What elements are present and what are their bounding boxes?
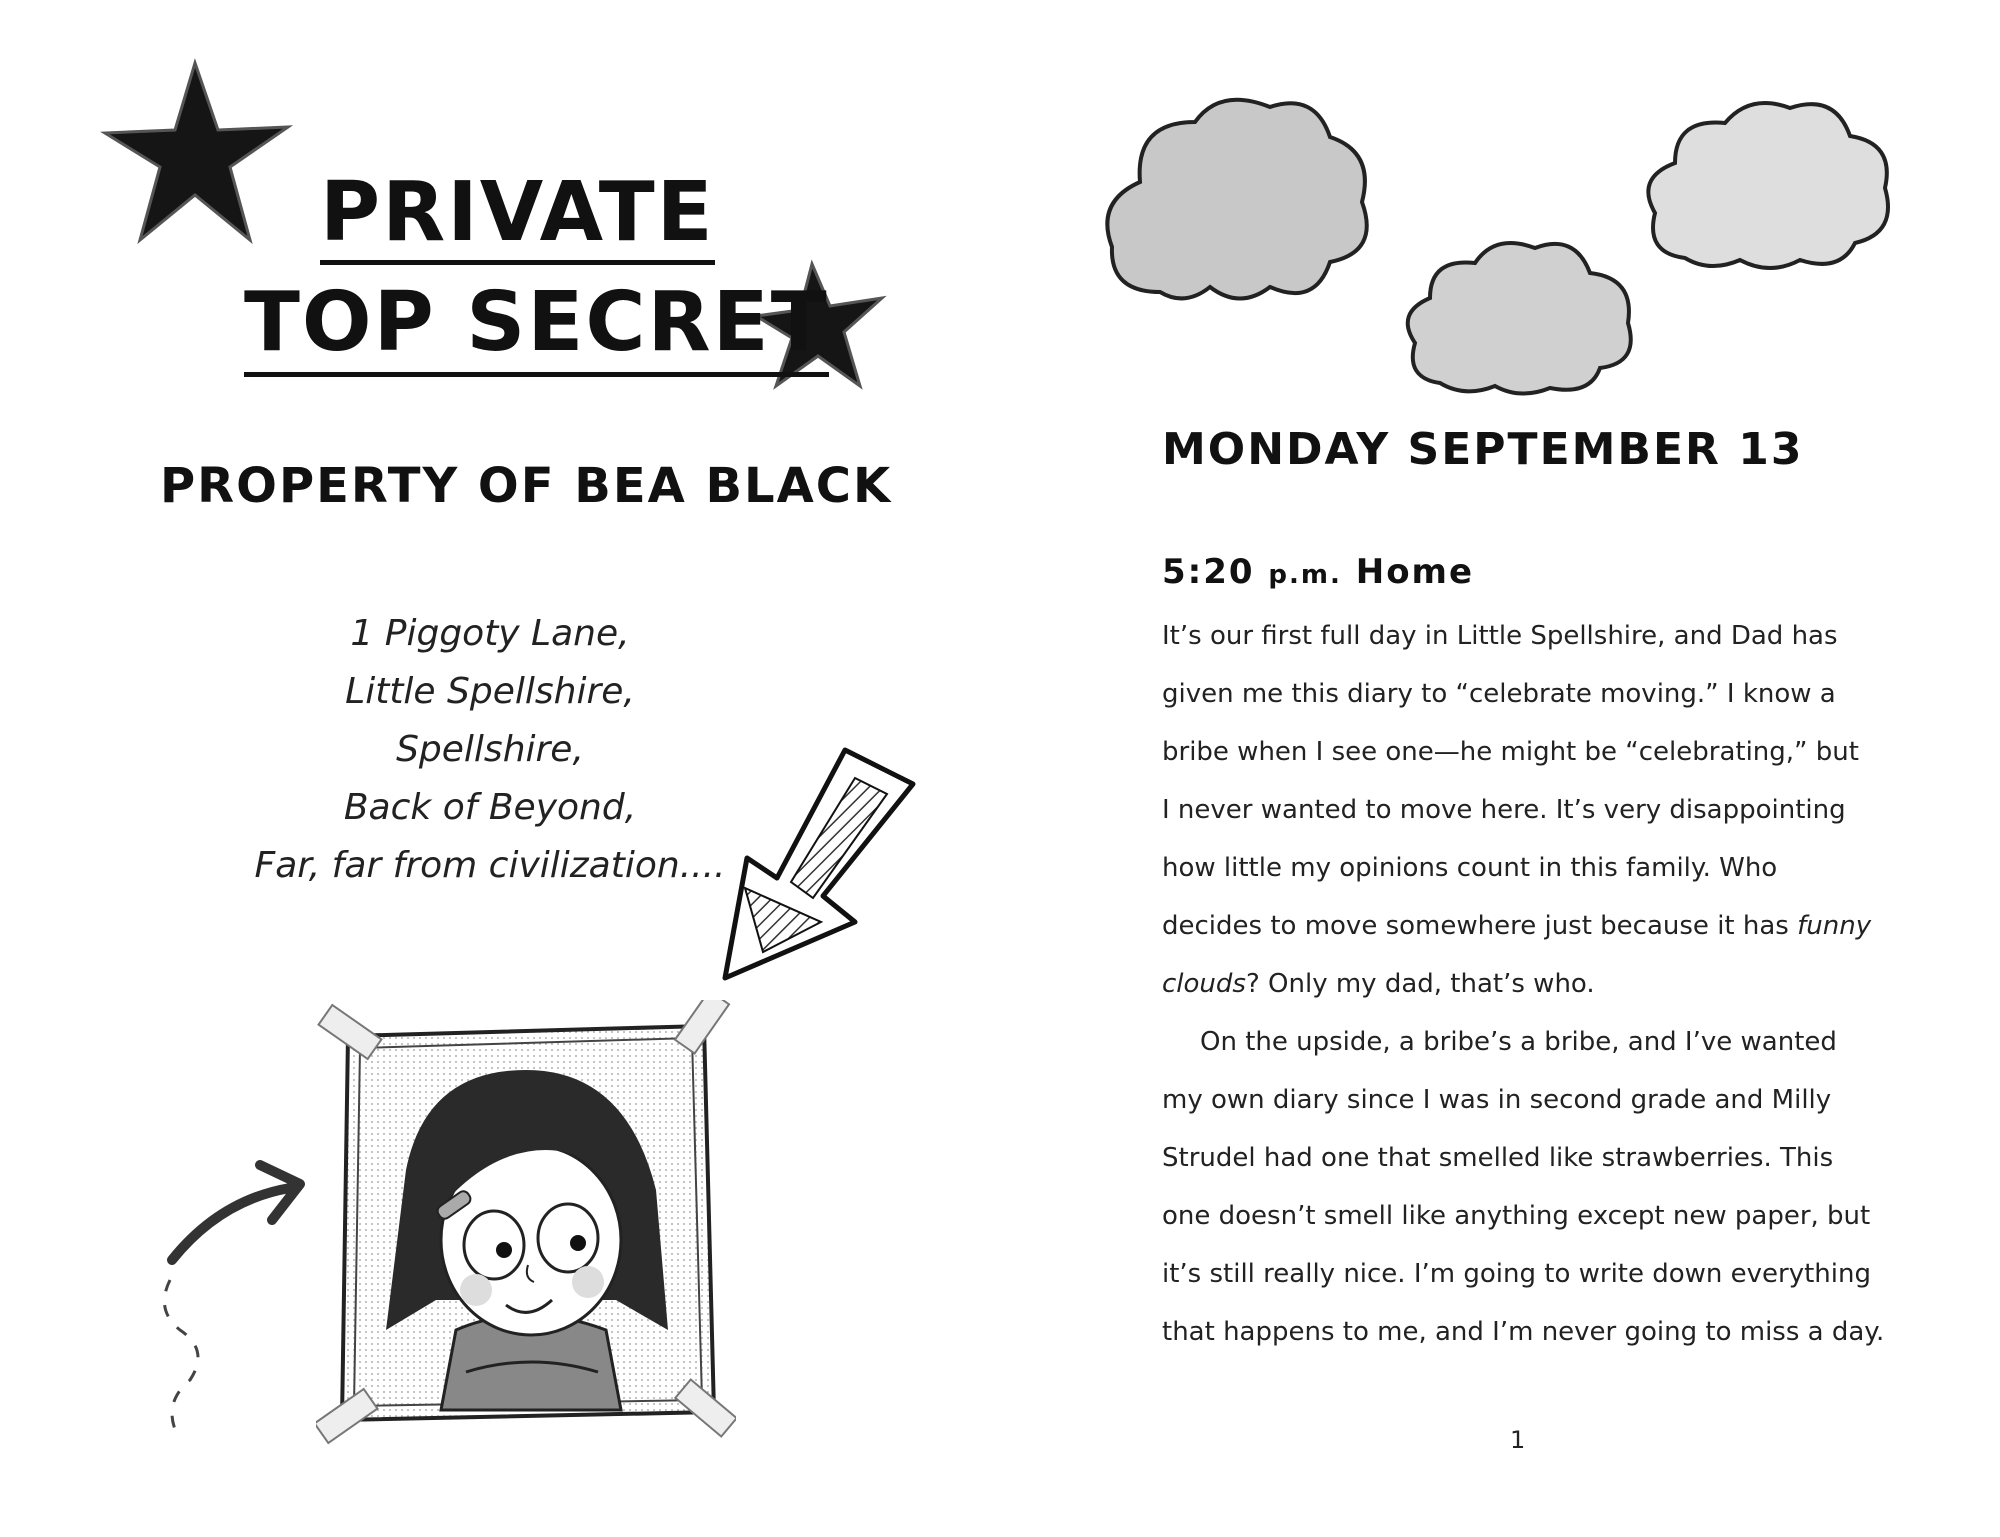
text-line [1162, 897, 1922, 955]
time-value: 5:20 [1162, 552, 1255, 592]
page-number: 1 [1510, 1426, 1526, 1454]
text-line: Strudel had one that smelled like strawberries. This [1162, 1143, 1834, 1173]
diary-entry [1162, 607, 1922, 1361]
text-line [1162, 955, 1922, 1013]
location: Home [1355, 552, 1475, 592]
address-line: Little Spellshire, [345, 671, 635, 712]
text-line: that happens to me, and I’m never going to miss a day. [1162, 1317, 1885, 1347]
title-top-secret: TOP SECRET [244, 282, 829, 377]
curved-arrow-icon [150, 1140, 340, 1470]
cloud-icon [1400, 228, 1640, 398]
text-line: I never wanted to move here. It’s very disappointing [1162, 795, 1846, 825]
text-line: how little my opinions count in this family. Who [1162, 853, 1778, 883]
cloud-icon [1100, 82, 1380, 312]
address-line: Far, far from civilization.... [254, 845, 726, 886]
star-icon-large [100, 55, 300, 255]
time-suffix: p.m. [1268, 560, 1342, 590]
text-line: bribe when I see one—he might be “celebrating,” but [1162, 737, 1859, 767]
italic-word: funny [1797, 911, 1872, 941]
italic-word: clouds [1162, 969, 1246, 999]
address-line: Spellshire, [396, 729, 584, 770]
cloud-icon [1640, 88, 1900, 278]
property-label: PROPERTY OF BEA BLACK [160, 458, 893, 514]
title-private: PRIVATE [320, 172, 715, 265]
text-line: given me this diary to “celebrate moving.” I know a [1162, 679, 1836, 709]
right-page [1000, 0, 2000, 1537]
text-line: It’s our first full day in Little Spellshire, and Dad has [1162, 621, 1838, 651]
portrait-photo [316, 1000, 736, 1460]
address-line: Back of Beyond, [343, 787, 637, 828]
entry-time [1162, 552, 1475, 592]
text-line: it’s still really nice. I’m going to write down everything [1162, 1259, 1871, 1289]
address-line: 1 Piggoty Lane, [350, 613, 630, 654]
text-line: On the upside, a bribe’s a bribe, and I’ve wanted [1200, 1027, 1837, 1057]
text-line: one doesn’t smell like anything except new paper, but [1162, 1201, 1871, 1231]
diary-date-heading: MONDAY SEPTEMBER 13 [1162, 424, 1804, 475]
text-line: my own diary since I was in second grade and Milly [1162, 1085, 1832, 1115]
paragraph-1 [1162, 607, 1922, 1013]
text-fragment: ? Only my dad, that’s who. [1245, 969, 1595, 999]
arrow-down-left-icon [705, 738, 925, 998]
paragraph-2 [1162, 1013, 1922, 1361]
text-fragment: decides to move somewhere just because it has [1162, 911, 1798, 941]
